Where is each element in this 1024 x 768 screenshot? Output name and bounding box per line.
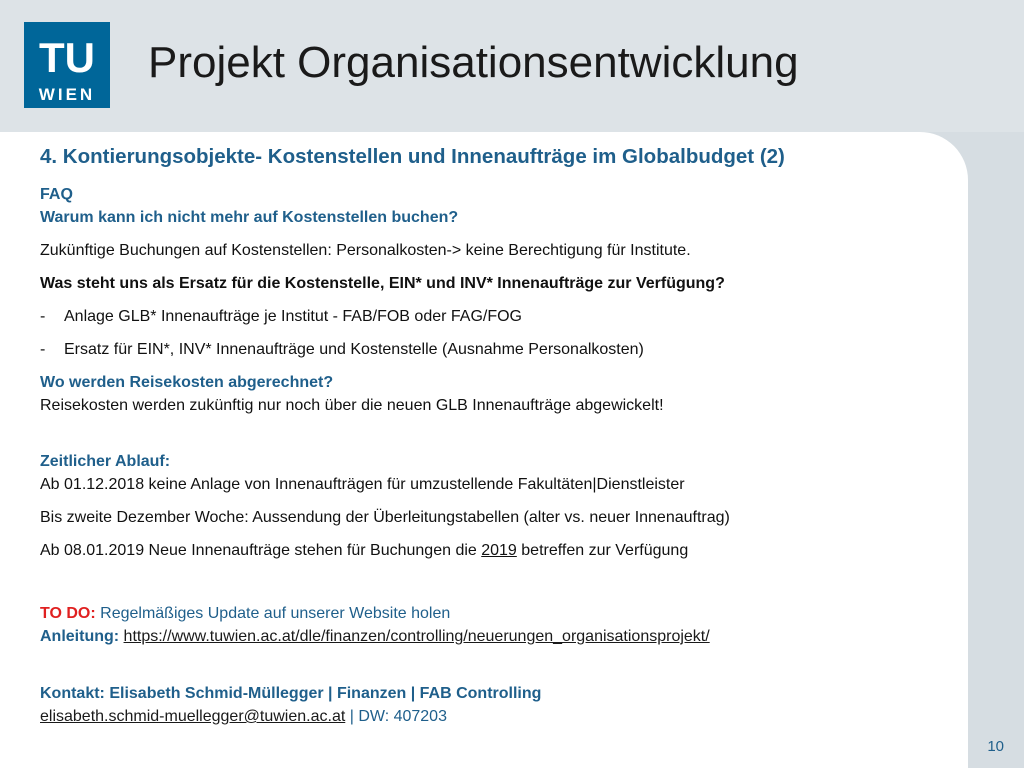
timeline-year: 2019 bbox=[481, 542, 517, 559]
faq-answer-1: Zukünftige Buchungen auf Kostenstellen: Personalkosten-> keine Berechtigung für Institute. bbox=[40, 242, 691, 259]
bullet-item-2 bbox=[40, 340, 644, 360]
bullet-text-2: Ersatz für EIN*, INV* Innenaufträge und Kostenstelle (Ausnahme Personalkosten) bbox=[64, 341, 644, 358]
faq-question-1: Warum kann ich nicht mehr auf Kostenstellen buchen? bbox=[40, 209, 459, 226]
guide-label: Anleitung: bbox=[40, 628, 120, 645]
section-subtitle: 4. Kontierungsobjekte- Kostenstellen und Innenaufträge im Globalbudget (2) bbox=[40, 145, 785, 168]
todo-line bbox=[40, 604, 450, 624]
timeline-item-2: Bis zweite Dezember Woche: Aussendung der Überleitungstabellen (alter vs. neuer Innenauftrag) bbox=[40, 509, 730, 526]
email-link[interactable]: elisabeth.schmid-muellegger@tuwien.ac.at bbox=[40, 708, 346, 725]
logo-wien-text: WIEN bbox=[38, 85, 96, 104]
guide-link[interactable]: https://www.tuwien.ac.at/dle/finanzen/controlling/neuerungen_organisationsprojekt/ bbox=[123, 628, 710, 645]
bullet-dash: - bbox=[40, 308, 46, 325]
tu-wien-logo bbox=[24, 22, 110, 108]
bullet-dash: - bbox=[40, 341, 46, 358]
email-line bbox=[40, 707, 447, 727]
timeline-item-3 bbox=[40, 541, 688, 561]
faq-question-2: Was steht uns als Ersatz für die Kostenstelle, EIN* und INV* Innenaufträge zur Verfügung? bbox=[40, 275, 725, 292]
guide-line bbox=[40, 627, 710, 647]
faq-question-3: Wo werden Reisekosten abgerechnet? bbox=[40, 374, 334, 391]
faq-label: FAQ bbox=[40, 186, 73, 203]
contact-line: Kontakt: Elisabeth Schmid-Müllegger | Finanzen | FAB Controlling bbox=[40, 685, 542, 702]
phone-text: | DW: 407203 bbox=[345, 708, 447, 725]
slide-title: Projekt Organisationsentwicklung bbox=[148, 38, 799, 87]
page-number: 10 bbox=[987, 738, 1004, 755]
timeline-item-1: Ab 01.12.2018 keine Anlage von Innenaufträgen für umzustellende Fakultäten|Dienstleister bbox=[40, 476, 685, 493]
timeline-item-3-post: betreffen zur Verfügung bbox=[516, 542, 689, 559]
timeline-item-3-pre: Ab 08.01.2019 Neue Innenaufträge stehen für Buchungen die bbox=[40, 542, 482, 559]
timeline-label: Zeitlicher Ablauf: bbox=[40, 453, 171, 470]
faq-answer-3: Reisekosten werden zukünftig nur noch über die neuen GLB Innenaufträge abgewickelt! bbox=[40, 397, 664, 414]
bullet-item-1 bbox=[40, 307, 522, 327]
logo-tu-text: TU bbox=[39, 34, 95, 81]
bullet-text-1: Anlage GLB* Innenaufträge je Institut - FAB/FOB oder FAG/FOG bbox=[64, 308, 522, 325]
todo-text: Regelmäßiges Update auf unserer Website holen bbox=[95, 605, 451, 622]
todo-label: TO DO: bbox=[40, 605, 96, 622]
